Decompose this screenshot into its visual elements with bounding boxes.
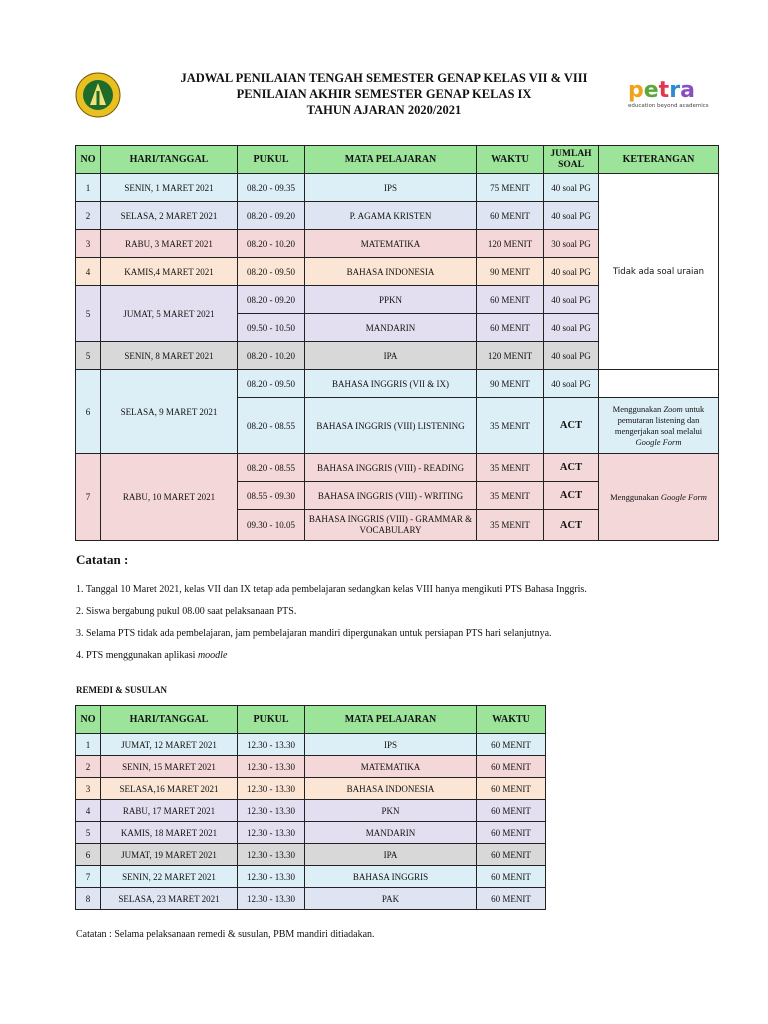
table-cell: 3 (76, 778, 101, 800)
table-cell: NO (76, 706, 101, 734)
table-cell: 08.20 - 08.55 (238, 454, 305, 482)
table-cell: 5 (76, 822, 101, 844)
svg-text:petra: petra (628, 78, 695, 103)
table-cell: 09.30 - 10.05 (238, 510, 305, 541)
note-item: 1. Tanggal 10 Maret 2021, kelas VII dan IX tetap ada pembelajaran sedangkan kelas VIII hanya mengikuti PTS Bahasa Inggris. (76, 584, 587, 595)
table-cell (599, 370, 719, 398)
table-cell: 12.30 - 13.30 (238, 888, 305, 910)
note-item: 2. Siswa bergabung pukul 08.00 saat pelaksanaan PTS. (76, 606, 297, 617)
table-header-row (76, 146, 719, 174)
table-cell: 12.30 - 13.30 (238, 844, 305, 866)
table-cell: 08.20 - 09.50 (238, 258, 305, 286)
header-duration: WAKTU (477, 146, 544, 174)
table-cell: BAHASA INGGRIS (305, 866, 477, 888)
table-cell: ACT (544, 482, 599, 510)
table-cell: WAKTU (477, 706, 546, 734)
note-item: 4. PTS menggunakan aplikasi moodle (76, 650, 228, 661)
remedi-footer-note: Catatan : Selama pelaksanaan remedi & susulan, PBM mandiri ditiadakan. (76, 929, 375, 940)
table-cell: 60 MENIT (477, 800, 546, 822)
table-cell: RABU, 3 MARET 2021 (101, 230, 238, 258)
table-cell: 35 MENIT (477, 510, 544, 541)
table-cell: IPA (305, 342, 477, 370)
document-title (0, 70, 768, 118)
table-cell: SENIN, 8 MARET 2021 (101, 342, 238, 370)
table-cell: SENIN, 1 MARET 2021 (101, 174, 238, 202)
table-cell: 08.20 - 09.50 (238, 370, 305, 398)
table-cell: SENIN, 15 MARET 2021 (101, 756, 238, 778)
table-cell: PKN (305, 800, 477, 822)
table-cell: 30 soal PG (544, 230, 599, 258)
remedi-section-title: REMEDI & SUSULAN (76, 685, 168, 695)
table-cell: 6 (76, 370, 101, 454)
table-header-row (76, 706, 546, 734)
header-questions: JUMLAH SOAL (544, 146, 599, 174)
table-cell: 3 (76, 230, 101, 258)
table-cell: RABU, 17 MARET 2021 (101, 800, 238, 822)
table-cell: MANDARIN (305, 822, 477, 844)
table-cell: 40 soal PG (544, 314, 599, 342)
table-cell: 12.30 - 13.30 (238, 734, 305, 756)
header-subject: MATA PELAJARAN (305, 146, 477, 174)
exam-schedule-table (75, 145, 719, 541)
table-cell: PUKUL (238, 706, 305, 734)
table-cell: 2 (76, 202, 101, 230)
table-cell: BAHASA INGGRIS (VIII) - WRITING (305, 482, 477, 510)
table-cell: 4 (76, 258, 101, 286)
table-cell: IPS (305, 734, 477, 756)
table-cell: MANDARIN (305, 314, 477, 342)
table-cell: 12.30 - 13.30 (238, 866, 305, 888)
table-cell: SENIN, 22 MARET 2021 (101, 866, 238, 888)
table-cell: MATEMATIKA (305, 230, 477, 258)
table-cell: 08.20 - 09.20 (238, 286, 305, 314)
table-cell: 08.20 - 10.20 (238, 342, 305, 370)
table-cell: HARI/TANGGAL (101, 706, 238, 734)
table-cell: 60 MENIT (477, 756, 546, 778)
table-cell: JUMAT, 5 MARET 2021 (101, 286, 238, 342)
table-cell: 7 (76, 866, 101, 888)
notes-title: Catatan : (76, 552, 129, 567)
table-cell: 12.30 - 13.30 (238, 822, 305, 844)
table-row (76, 756, 546, 778)
table-cell: 60 MENIT (477, 822, 546, 844)
table-cell: 60 MENIT (477, 202, 544, 230)
table-cell: 4 (76, 800, 101, 822)
table-cell: 08.20 - 09.20 (238, 202, 305, 230)
table-row (76, 888, 546, 910)
remedi-schedule-table (75, 705, 546, 910)
table-cell: ACT (544, 454, 599, 482)
table-cell: 1 (76, 734, 101, 756)
remark-google-form: Menggunakan Google Form (599, 454, 719, 541)
table-cell: 60 MENIT (477, 286, 544, 314)
title-line-2: PENILAIAN AKHIR SEMESTER GENAP KELAS IX (236, 87, 532, 101)
table-cell: 60 MENIT (477, 866, 546, 888)
table-cell: KAMIS, 18 MARET 2021 (101, 822, 238, 844)
table-cell: 08.20 - 08.55 (238, 398, 305, 454)
table-row (76, 734, 546, 756)
table-cell: 40 soal PG (544, 174, 599, 202)
table-row (76, 174, 719, 202)
table-cell: 120 MENIT (477, 230, 544, 258)
table-cell: BAHASA INGGRIS (VIII) - READING (305, 454, 477, 482)
table-cell: 08.20 - 10.20 (238, 230, 305, 258)
table-cell: 08.20 - 09.35 (238, 174, 305, 202)
table-cell: 60 MENIT (477, 778, 546, 800)
svg-text:education beyond academics: education beyond academics (628, 103, 709, 109)
table-cell: IPS (305, 174, 477, 202)
table-cell: PPKN (305, 286, 477, 314)
table-cell: MATEMATIKA (305, 756, 477, 778)
table-cell: BAHASA INGGRIS (VIII) - GRAMMAR & VOCABULARY (305, 510, 477, 541)
title-line-3: TAHUN AJARAN 2020/2021 (306, 103, 462, 117)
table-cell: 60 MENIT (477, 734, 546, 756)
table-cell: 1 (76, 174, 101, 202)
remark-zoom: Menggunakan Zoom untuk pemutaran listening dan mengerjakan soal melalui Google Form (599, 398, 719, 454)
note-item: 3. Selama PTS tidak ada pembelajaran, jam pembelajaran mandiri dipergunakan untuk persiapan PTS hari selanjutnya. (76, 628, 552, 639)
table-cell: 09.50 - 10.50 (238, 314, 305, 342)
table-cell: SELASA, 23 MARET 2021 (101, 888, 238, 910)
table-cell: 2 (76, 756, 101, 778)
table-cell: 35 MENIT (477, 482, 544, 510)
header-date: HARI/TANGGAL (101, 146, 238, 174)
table-cell: 5 (76, 342, 101, 370)
table-cell: 40 soal PG (544, 370, 599, 398)
header-time: PUKUL (238, 146, 305, 174)
table-cell: 40 soal PG (544, 202, 599, 230)
table-cell: BAHASA INDONESIA (305, 778, 477, 800)
table-cell: SELASA, 9 MARET 2021 (101, 370, 238, 454)
title-line-1: JADWAL PENILAIAN TENGAH SEMESTER GENAP KELAS VII & VIII (180, 71, 588, 85)
table-cell: 40 soal PG (544, 286, 599, 314)
table-cell: BAHASA INDONESIA (305, 258, 477, 286)
table-cell: ACT (544, 510, 599, 541)
table-cell: IPA (305, 844, 477, 866)
table-cell: 40 soal PG (544, 258, 599, 286)
table-cell: 12.30 - 13.30 (238, 778, 305, 800)
table-cell: 12.30 - 13.30 (238, 756, 305, 778)
header-remarks: KETERANGAN (599, 146, 719, 174)
table-cell: 60 MENIT (477, 844, 546, 866)
table-cell: SELASA, 2 MARET 2021 (101, 202, 238, 230)
table-cell: 12.30 - 13.30 (238, 800, 305, 822)
table-row (76, 370, 719, 398)
table-cell: KAMIS,4 MARET 2021 (101, 258, 238, 286)
table-cell: 75 MENIT (477, 174, 544, 202)
table-row (76, 454, 719, 482)
remark-no-essay: Tidak ada soal uraian (599, 174, 719, 370)
table-cell: 40 soal PG (544, 342, 599, 370)
table-row (76, 844, 546, 866)
table-cell: 5 (76, 286, 101, 342)
table-cell: 8 (76, 888, 101, 910)
table-cell: ACT (544, 398, 599, 454)
table-cell: 35 MENIT (477, 454, 544, 482)
table-cell: 6 (76, 844, 101, 866)
table-cell: BAHASA INGGRIS (VIII) LISTENING (305, 398, 477, 454)
table-cell: 35 MENIT (477, 398, 544, 454)
table-cell: 60 MENIT (477, 314, 544, 342)
table-row (76, 800, 546, 822)
header-no: NO (76, 146, 101, 174)
table-cell: JUMAT, 12 MARET 2021 (101, 734, 238, 756)
table-cell: JUMAT, 19 MARET 2021 (101, 844, 238, 866)
table-row (76, 778, 546, 800)
table-cell: 120 MENIT (477, 342, 544, 370)
table-cell: MATA PELAJARAN (305, 706, 477, 734)
table-cell: 60 MENIT (477, 888, 546, 910)
table-cell: RABU, 10 MARET 2021 (101, 454, 238, 541)
table-cell: 7 (76, 454, 101, 541)
table-cell: P. AGAMA KRISTEN (305, 202, 477, 230)
table-row (76, 866, 546, 888)
table-cell: 90 MENIT (477, 258, 544, 286)
table-cell: 08.55 - 09.30 (238, 482, 305, 510)
table-cell: PAK (305, 888, 477, 910)
table-cell: 90 MENIT (477, 370, 544, 398)
table-cell: BAHASA INGGRIS (VII & IX) (305, 370, 477, 398)
table-row (76, 822, 546, 844)
table-cell: SELASA,16 MARET 2021 (101, 778, 238, 800)
